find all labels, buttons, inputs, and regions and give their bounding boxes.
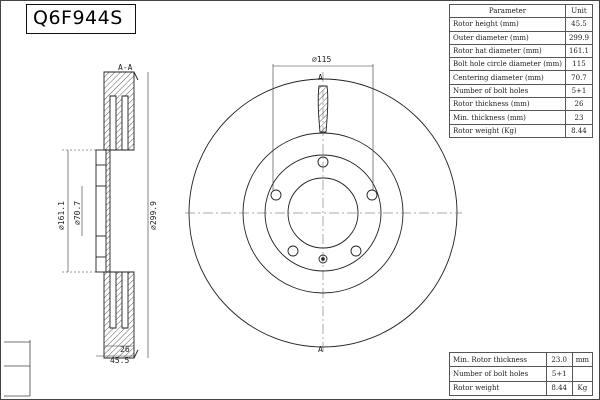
spec-header-unit: Unit <box>565 5 592 18</box>
spec-value: 299.9 <box>565 31 592 44</box>
dim-centering-diameter: ⌀70.7 <box>73 200 82 225</box>
summary-value: 5+1 <box>546 367 572 381</box>
spec-value: 8.44 <box>565 124 592 137</box>
summary-value: 23.0 <box>546 353 572 367</box>
spec-label: Centering diameter (mm) <box>450 71 566 84</box>
spec-row <box>450 71 593 84</box>
spec-row <box>450 84 593 97</box>
spec-row <box>450 18 593 31</box>
part-number-box: Q6F944S <box>26 4 136 34</box>
section-view <box>96 72 138 358</box>
summary-label: Number of bolt holes <box>450 367 547 381</box>
spec-table <box>449 4 593 138</box>
section-marker-bottom: A <box>318 345 323 354</box>
summary-unit: mm <box>572 353 592 367</box>
spec-label: Outer diameter (mm) <box>450 31 566 44</box>
summary-unit <box>572 367 592 381</box>
dim-hat-diameter: ⌀161.1 <box>57 201 66 230</box>
spec-row <box>450 44 593 57</box>
summary-row <box>450 367 593 381</box>
spec-row <box>450 98 593 111</box>
spec-row <box>450 124 593 137</box>
dim-bolt-circle: ⌀115 <box>312 55 332 64</box>
spec-label: Bolt hole circle diameter (mm) <box>450 58 566 71</box>
summary-label: Min. Rotor thickness <box>450 353 547 367</box>
spec-value: 161.1 <box>565 44 592 57</box>
section-marker-top: A <box>318 73 323 82</box>
summary-row <box>450 381 593 395</box>
spec-value: 70.7 <box>565 71 592 84</box>
spec-header-parameter: Parameter <box>450 5 566 18</box>
spec-row <box>450 58 593 71</box>
section-upper-ring <box>104 72 134 150</box>
spec-value: 45.5 <box>565 18 592 31</box>
bolt-hole <box>288 246 298 256</box>
spec-label: Rotor weight (Kg) <box>450 124 566 137</box>
summary-value: 8.44 <box>546 381 572 395</box>
dim-outer-diameter: ⌀299.9 <box>149 201 158 230</box>
spec-label: Min. thickness (mm) <box>450 111 566 124</box>
spec-header-row <box>450 5 593 18</box>
title-block-corner <box>4 340 30 396</box>
summary-label: Rotor weight <box>450 381 547 395</box>
bolt-hole <box>367 190 377 200</box>
bolt-hole <box>271 190 281 200</box>
summary-table <box>449 352 593 396</box>
spec-value: 26 <box>565 98 592 111</box>
spec-label: Number of bolt holes <box>450 84 566 97</box>
spec-value: 23 <box>565 111 592 124</box>
spec-value: 5+1 <box>565 84 592 97</box>
section-label: A-A <box>118 63 133 72</box>
spec-value: 115 <box>565 58 592 71</box>
spec-label: Rotor hat diameter (mm) <box>450 44 566 57</box>
summary-unit: Kg <box>572 381 592 395</box>
section-hub-face <box>96 150 106 272</box>
dim-overall-height: 45.5 <box>110 356 130 365</box>
bolt-hole <box>351 246 361 256</box>
spec-row <box>450 111 593 124</box>
summary-row <box>450 353 593 367</box>
spec-row <box>450 31 593 44</box>
spec-label: Rotor thickness (mm) <box>450 98 566 111</box>
spec-label: Rotor height (mm) <box>450 18 566 31</box>
dim-thickness: 26 <box>120 345 130 354</box>
